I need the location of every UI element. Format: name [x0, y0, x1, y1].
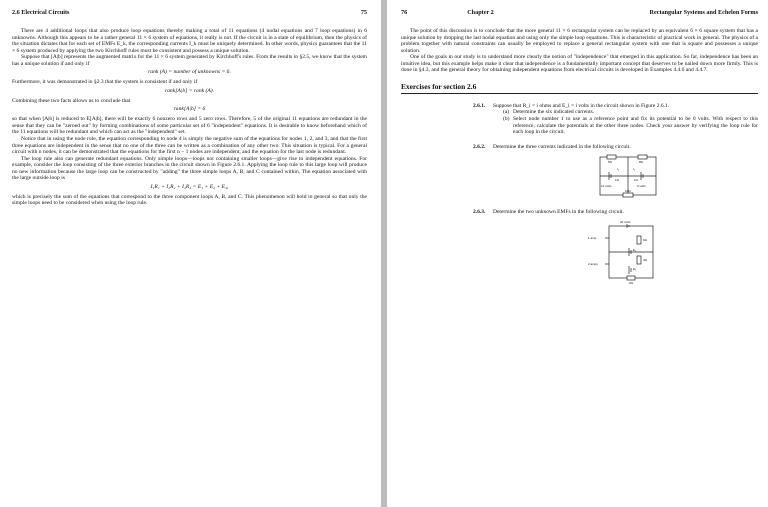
left-paragraph-2: Suppose that [A|b] represents the augmented matrix for the 11 × 6 system generated by Kirchhoff's rules. From the results in §2.5, we know that the system has a unique solution if and only if — [12, 54, 367, 67]
right-page — [387, 0, 768, 507]
left-paragraph-7: The loop rule also can generate redundant equations. Only simple loops—loops not containing smaller loops—give rise to independent equations. For example, consider the loop consisting of the three exterior branches in the circuit shown in Figure 2.6.1. Applying the loop rule to this large loop will produce no new information because the large loop can be constructed by "adding" the three simple loops A, B, and C contained within. The equation associated with the large outside loop is — [12, 155, 367, 182]
fig1-r-mid-left: 1Ω — [615, 178, 619, 183]
left-page — [0, 0, 381, 507]
part-text: Select node number 1 to use as a reference point and fix its potential to be 0 volts. With respect to this reference, calculate the potentials at the other three nodes. Check your answer by verifying the loop rule for each loop in the circuit. — [513, 116, 758, 136]
right-running-head — [401, 9, 758, 16]
right-paragraph-1: The point of this discussion is to conclude that the more general 11 × 6 rectangular system can be replaced by an equivalent 6 × 6 square system that has a unique solution by dropping the last nodal equation and using only the simple loop equations. This is characteristic of practical work in general. The physics of a problem together with natural constraints can usually be employed to replace a general rectangular system with one that is square and possesses a unique solution. — [401, 28, 758, 54]
left-paragraph-5: so that when [A|b] is reduced to E[A|b], there will be exactly 6 nonzero rows and 5 zero rows. Therefore, 5 of the original 11 equations are redundant in the sense that they can be "zeroed out" by forming combinations of some particular set of 6 "independent" equations. It is desirable to know beforehand which of the 11 equations will be redundant and which can act as the "independent" set. — [12, 116, 367, 136]
fig1-e-left: 12 volts — [601, 184, 612, 189]
exercise-number: 2.6.2. — [473, 143, 486, 150]
left-paragraph-3: Furthermore, it was demonstrated in §2.3 that the system is consistent if and only if — [12, 79, 198, 86]
part-label: (a) — [503, 109, 510, 116]
left-running-head — [12, 9, 367, 16]
left-paragraph-6: Notice that in using the node rule, the equation corresponding to node 4 is simply the negative sum of the equations for nodes 1, 2, and 3, and that the first three equations are independent in the sense that no one of the three can be written as a combination of any other two. This situation is typical. For a general circuit with n nodes, it can be demonstrated that the equations for the first n − 1 nodes are independent, and the equation for the last node is redundant. — [12, 136, 367, 156]
fig2-e-left-bottom: 2 amps — [588, 261, 598, 266]
running-title: Rectangular Systems and Echelon Forms — [649, 9, 758, 16]
fig2-e-left-top: 1 amp — [588, 235, 597, 240]
circuit-diagram-2 — [585, 220, 671, 284]
exercise-2-6-1 — [473, 103, 758, 136]
exercise-part-b — [503, 116, 758, 136]
exercise-number: 2.6.3. — [473, 209, 486, 216]
fig1-i1: I₁ — [617, 167, 619, 172]
exercise-2-6-3 — [473, 209, 758, 216]
chapter-label: Chapter 2 — [467, 9, 494, 16]
fig1-r-top-right: 8Ω — [639, 160, 643, 165]
fig1-r-top-left: 5Ω — [608, 160, 612, 165]
fig2-e1: E₁ — [633, 247, 637, 252]
right-paragraph-2: One of the goals in our study is to understand more clearly the notion of "independence" that emerged in this application. So far, independence has been an intuitive idea, but this example helps make it clear that independence is a fundamentally important concept that deserves to be nailed down more firmly. This is done in §4.3, and the general theory for obtaining independent equations from electrical circuits is developed in Examples 4.4.6 and 4.4.7. — [401, 54, 758, 74]
equation-rank-ab: rank[A|b] = rank (A). — [164, 87, 215, 94]
equation-rank-6: rank[A|b] = 6 — [173, 106, 206, 113]
equation-rank-a: rank (A) = number of unknowns = 6. — [148, 69, 231, 76]
circuit-diagram-1 — [597, 154, 659, 200]
fig1-r-mid-right: 1Ω — [634, 178, 638, 183]
left-paragraph-8: which is precisely the sum of the equations that correspond to the three component loops A, B, and C. This phenomenon will hold in general so that only the simple loops need to be considered when using the loop rule. — [12, 193, 367, 207]
left-paragraph-4: Combining these two facts allows us to conclude that — [12, 97, 131, 104]
equation-outside-loop: I₁R₁ + I₂R₂ + I₄R₄ = E₁ + E₂ + E₄, — [150, 183, 229, 190]
section-rule — [401, 93, 758, 94]
fig1-i2: I₂ — [633, 167, 635, 172]
exercise-text: Determine the three currents indicated in the following circuit. — [493, 143, 631, 150]
right-page-number: 76 — [401, 9, 408, 16]
exercise-number: 2.6.1. — [473, 102, 486, 109]
fig2-e-top: 20 volts — [620, 219, 631, 224]
fig2-r-bottom: 2Ω — [629, 280, 633, 284]
fig2-e2: E₂ — [633, 266, 637, 271]
fig2-r-mid: 4Ω — [643, 257, 647, 262]
fig2-r-top: 6Ω — [643, 237, 647, 242]
exercise-text: Determine the two unknown EMFs in the following circuit. — [493, 209, 624, 216]
exercises-heading: Exercises for section 2.6 — [401, 81, 477, 91]
exercise-2-6-2 — [473, 144, 758, 151]
left-section-header: 2.6 Electrical Circuits — [12, 9, 70, 16]
part-label: (b) — [503, 116, 510, 123]
left-page-number: 75 — [360, 9, 367, 16]
fig1-e-right: 9 volts — [637, 184, 646, 189]
fig1-r-bottom: 10Ω — [625, 189, 631, 194]
left-paragraph-1: There are 4 additional loops that also produce loop equations thereby making a total of 11 equations (4 nodal equations and 7 loop equations) in 6 unknowns. Although this appears to be a rather general 11 × 6 system of equations, it really is not. If the circuit is in a state of equilibrium, then the physics of the situation dictates that for each set of EMFs E_k, the corresponding currents I_k must be uniquely determined. In other words, physics guarantees that the 11 × 6 system produced by applying the two Kirchhoff rules must be consistent and possess a unique solution. — [12, 28, 367, 54]
exercise-text: Suppose that R_i = i ohms and E_i = i volts in the circuit shown in Figure 2.6.1. — [493, 102, 670, 109]
part-text: Determine the six indicated currents. — [513, 109, 595, 116]
